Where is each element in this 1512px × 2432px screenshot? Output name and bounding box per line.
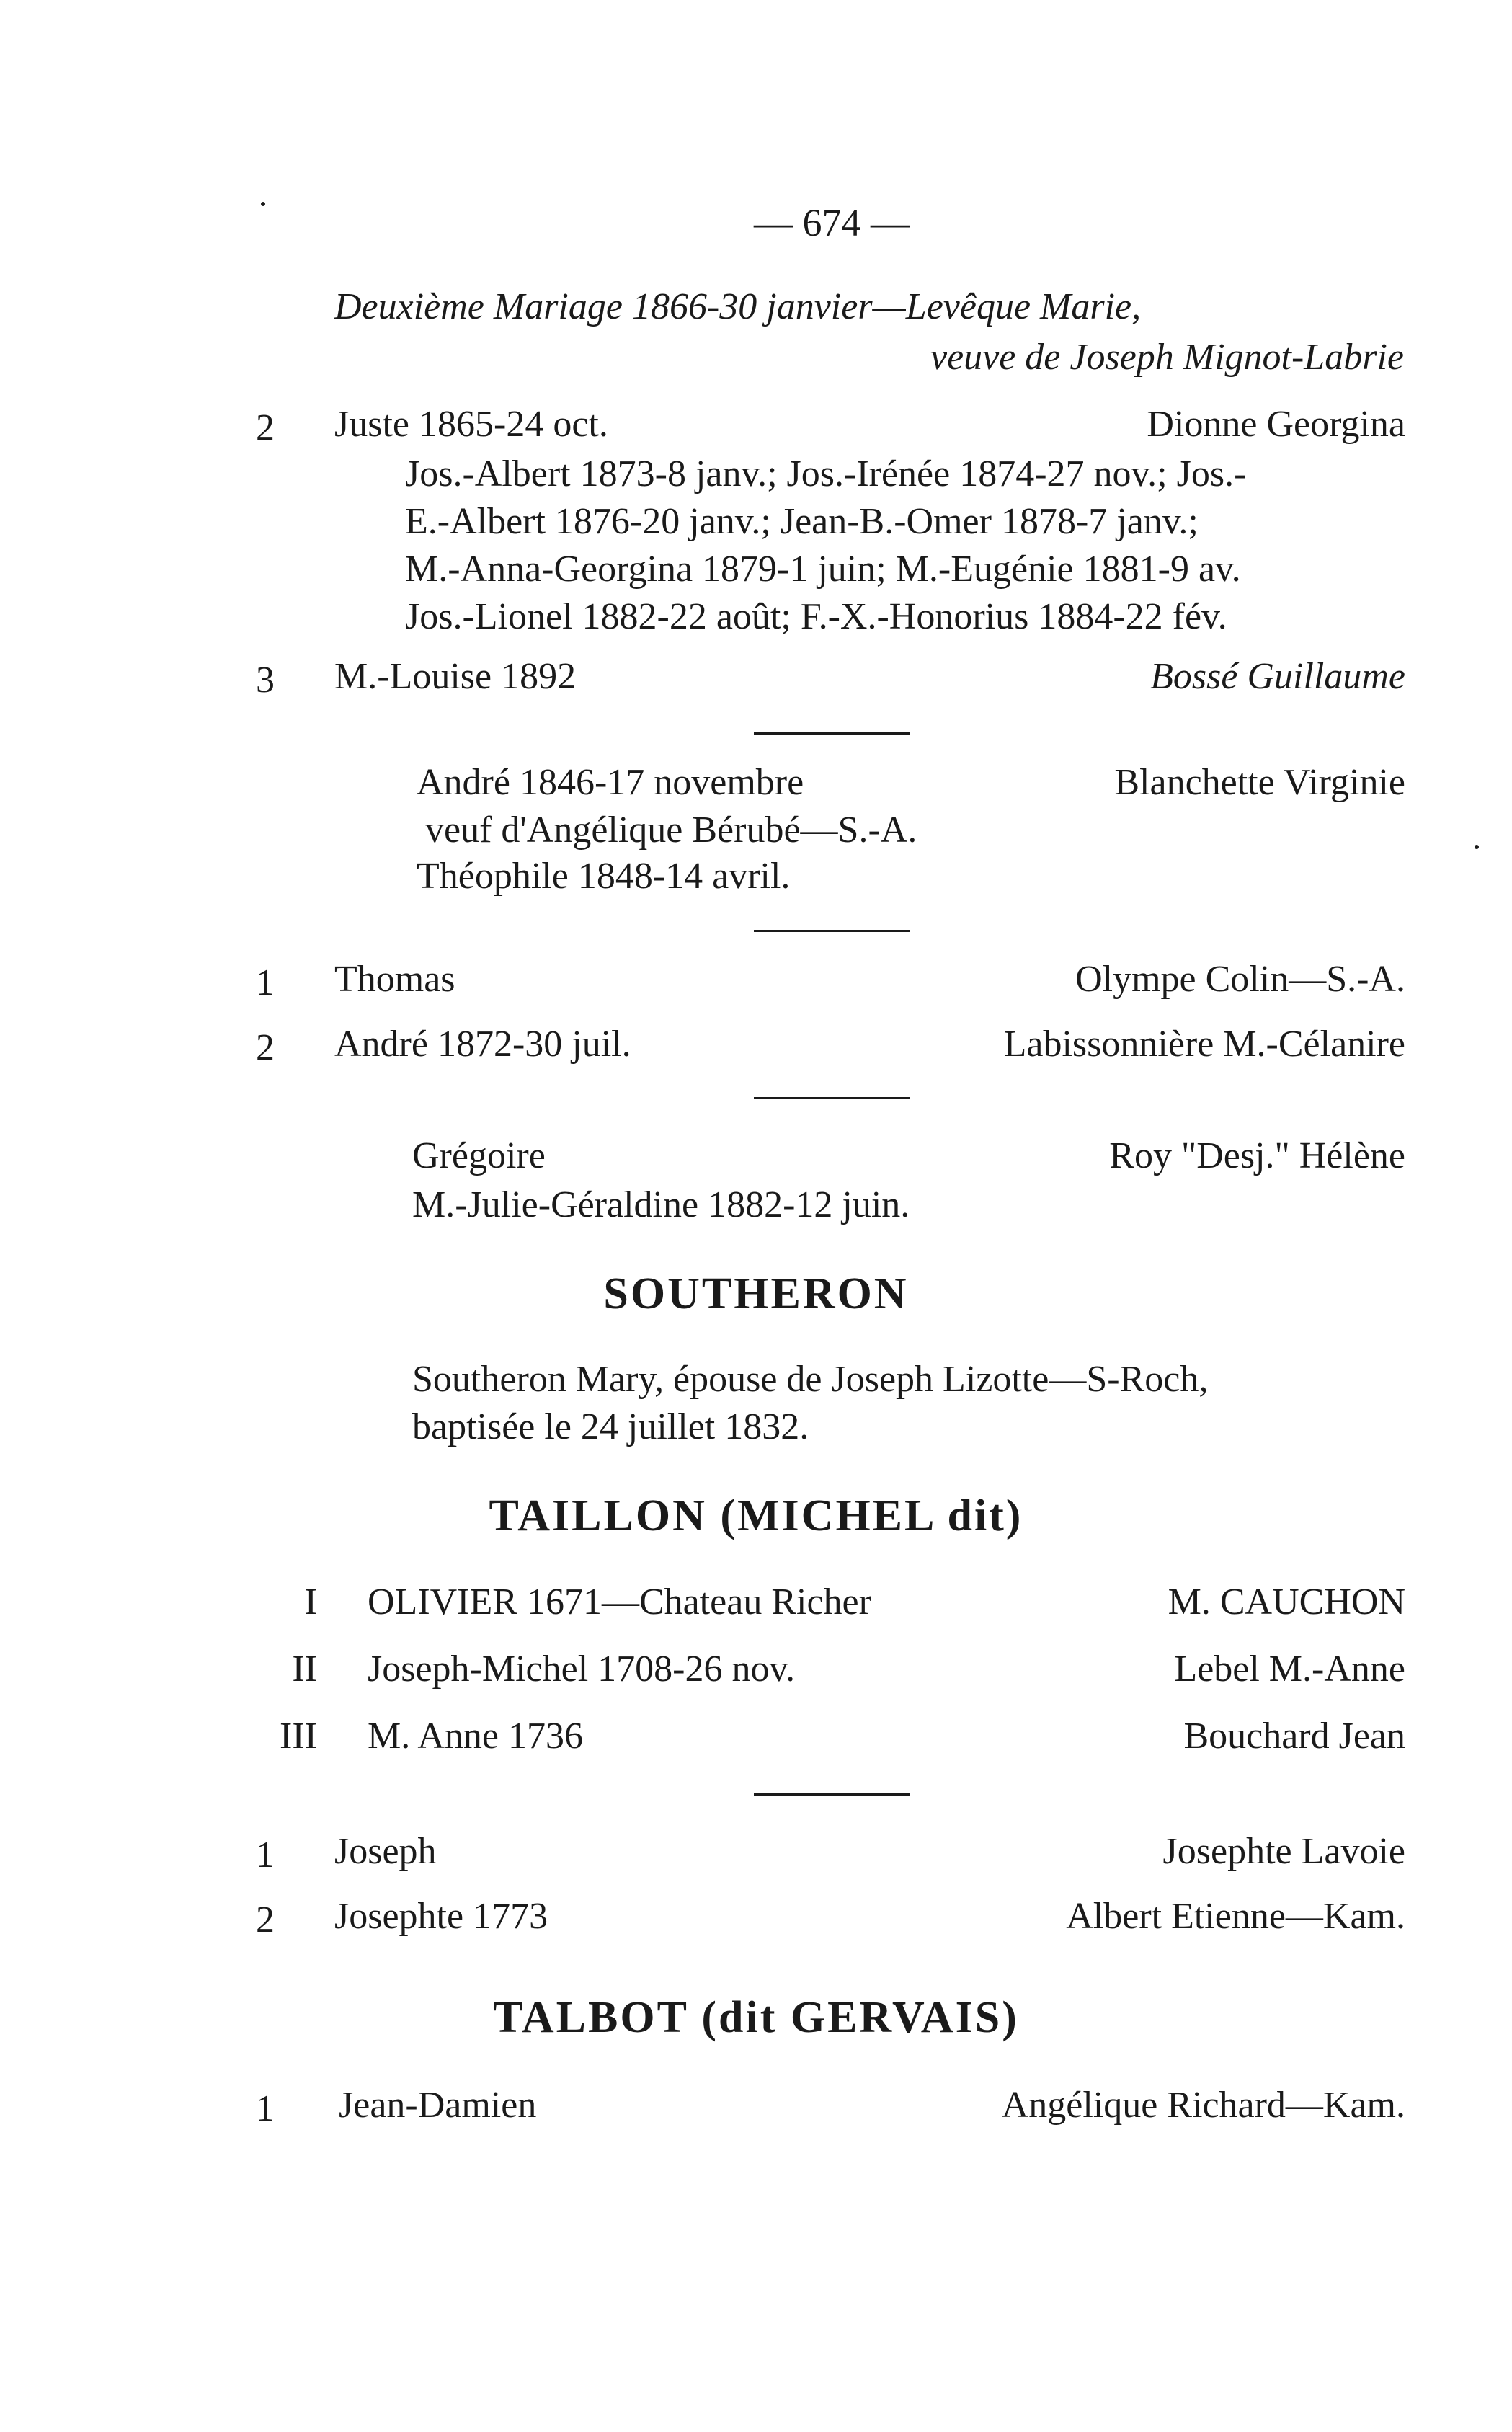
children-line: Jos.-Lionel 1882-22 août; F.-X.-Honorius 1884-22 fév. [405, 596, 1227, 637]
spouse-name: Blanchette Virginie [1114, 762, 1405, 803]
section-heading: TAILLON (MICHEL dit) [489, 1491, 1023, 1540]
person-name: M.-Louise 1892 [334, 656, 577, 697]
section-divider [754, 930, 910, 932]
person-name: M. Anne 1736 [368, 1716, 583, 1757]
spouse-name: Bossé Guillaume [1150, 656, 1405, 697]
margin-dot [261, 202, 265, 206]
row-number: 1 [256, 962, 275, 1003]
spouse-name: Dionne Georgina [1147, 404, 1405, 445]
spouse-name: M. CAUCHON [1168, 1581, 1405, 1623]
spouse-name: Albert Etienne—Kam. [1066, 1896, 1405, 1937]
spouse-name: Angélique Richard—Kam. [1001, 2085, 1405, 2126]
person-name: Grégoire [412, 1135, 546, 1176]
generation-number: II [292, 1648, 317, 1690]
text-line: baptisée le 24 juillet 1832. [412, 1406, 809, 1447]
row-number: 2 [256, 1027, 275, 1068]
spouse-name: Josephte Lavoie [1162, 1831, 1405, 1872]
person-name: Thomas [334, 959, 455, 1000]
person-name: Josephte 1773 [334, 1896, 548, 1937]
child-line: M.-Julie-Géraldine 1882-12 juin. [412, 1184, 910, 1225]
person-name: OLIVIER 1671—Chateau Richer [368, 1581, 871, 1623]
row-number: 1 [256, 2088, 275, 2129]
marriage-line-1: Deuxième Mariage 1866-30 janvier—Levêque Marie, [334, 286, 1142, 327]
section-heading: TALBOT (dit GERVAIS) [493, 1993, 1019, 2042]
section-heading: SOUTHERON [603, 1269, 909, 1318]
row-number: 3 [256, 660, 275, 701]
children-line: M.-Anna-Georgina 1879-1 juin; M.-Eugénie 1881-9 av. [405, 549, 1241, 590]
spouse-name: Labissonnière M.-Célanire [1003, 1024, 1405, 1065]
row-number: 2 [256, 1899, 275, 1940]
row-number: 2 [256, 407, 275, 448]
spouse-name: Olympe Colin—S.-A. [1075, 959, 1405, 1000]
spouse-name: Bouchard Jean [1183, 1716, 1405, 1757]
children-line: Jos.-Albert 1873-8 janv.; Jos.-Irénée 1874-27 nov.; Jos.- [405, 453, 1247, 494]
row-number: 1 [256, 1834, 275, 1876]
person-name: André 1846-17 novembre [417, 762, 804, 803]
spouse-name: Roy "Desj." Hélène [1109, 1135, 1405, 1176]
generation-number: III [280, 1716, 317, 1757]
section-divider [754, 732, 910, 735]
child-line: Théophile 1848-14 avril. [417, 856, 791, 897]
section-divider [754, 1097, 910, 1099]
person-name: Juste 1865-24 oct. [334, 404, 608, 445]
person-name: Joseph [334, 1831, 437, 1872]
spouse-name: Lebel M.-Anne [1174, 1648, 1405, 1690]
text-line: Southeron Mary, épouse de Joseph Lizotte—S-Roch, [412, 1359, 1209, 1400]
note-line: veuf d'Angélique Bérubé—S.-A. [425, 809, 917, 851]
person-name: André 1872-30 juil. [334, 1024, 631, 1065]
section-divider [754, 1793, 910, 1796]
marriage-line-2: veuve de Joseph Mignot-Labrie [930, 337, 1404, 378]
person-name: Jean-Damien [339, 2085, 537, 2126]
generation-number: I [304, 1581, 317, 1623]
page-number: — 674 — [754, 201, 910, 244]
margin-dot [1475, 845, 1479, 849]
person-name: Joseph-Michel 1708-26 nov. [368, 1648, 796, 1690]
children-line: E.-Albert 1876-20 janv.; Jean-B.-Omer 1878-7 janv.; [405, 501, 1199, 542]
